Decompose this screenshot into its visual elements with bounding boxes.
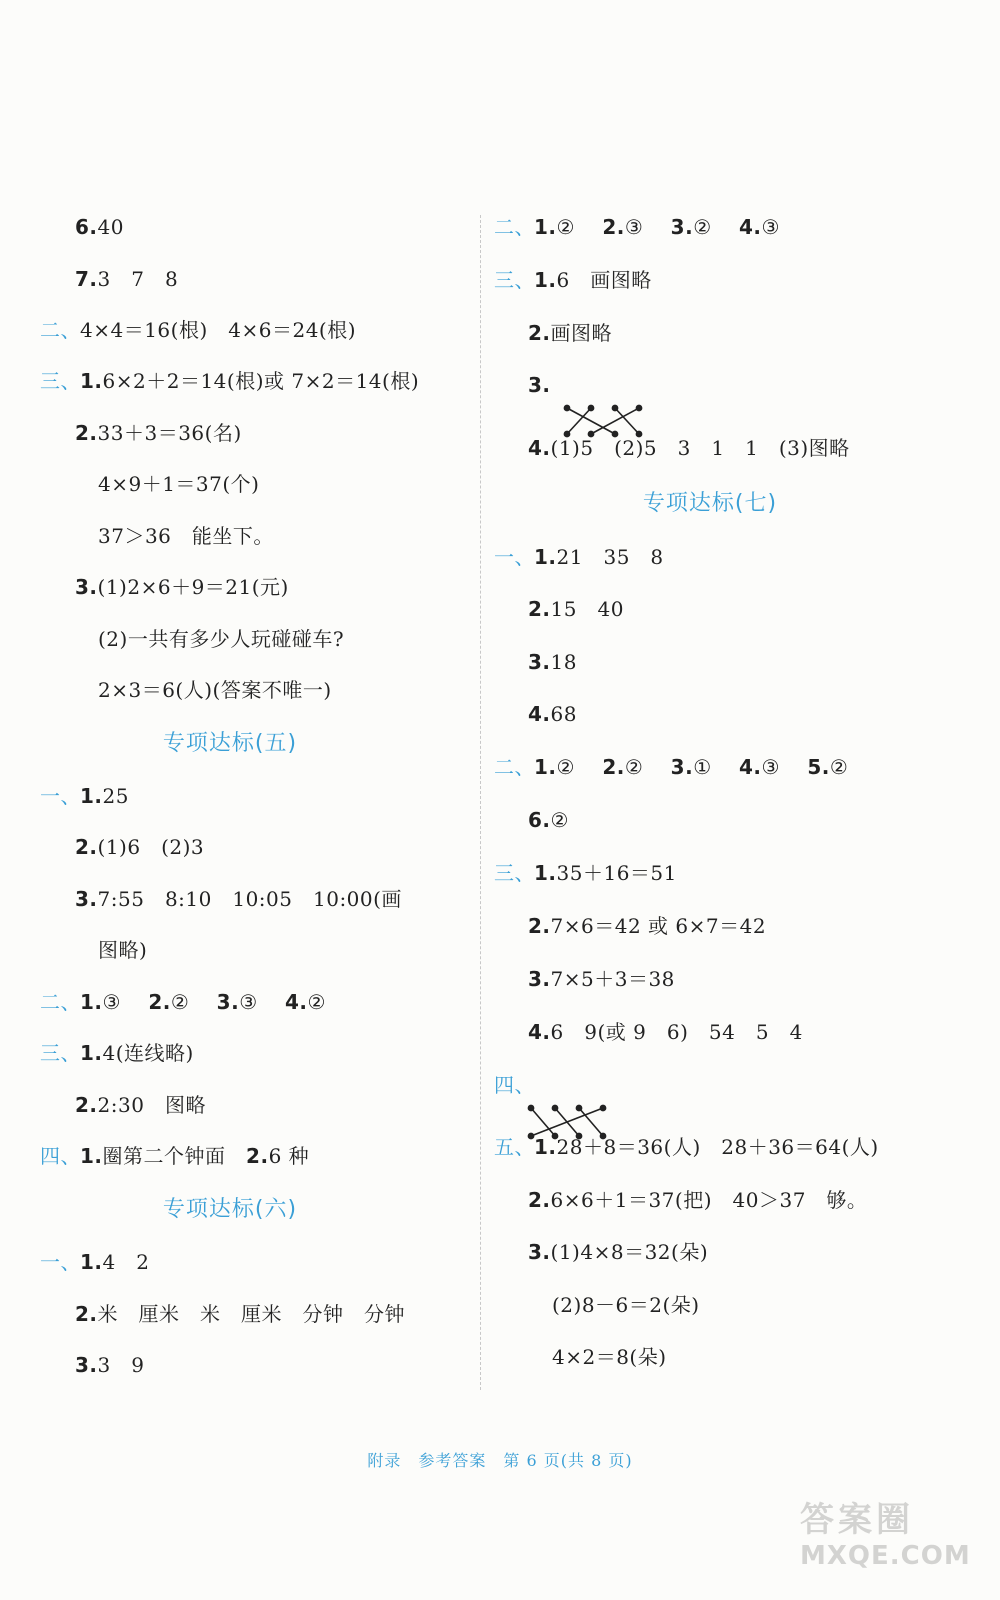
answer-line: 3 . (528, 368, 650, 402)
answer-line: 37＞36 能坐下。 (98, 524, 274, 548)
section-title-5: 专项达标(五) (162, 731, 298, 756)
answer-line: 7 . 3 7 8 (75, 262, 178, 296)
answer-line: 3 . (1)4×8＝32(朵) (528, 1235, 708, 1269)
answer-line: 一、1 . 21 35 8 (494, 540, 664, 574)
watermark-top: 答案圈 (800, 1500, 914, 1540)
answer-line: 五、1 . 28＋8＝36(人) 28＋36＝64(人) (494, 1130, 879, 1164)
answer-line: 4 . 68 (528, 697, 577, 731)
answer-line: (2)8－6＝2(朵) (552, 1293, 700, 1317)
answer-line: 6 . 40 (75, 210, 124, 244)
section-title-6: 专项达标(六) (162, 1197, 298, 1222)
answer-line: 一、1 . 4 2 (40, 1245, 149, 1279)
answer-line: 4×9＋1＝37(个) (98, 472, 260, 496)
answer-line: 3 . (1)2×6＋9＝21(元) (75, 570, 289, 604)
answer-line: 二、1 . ③ 2 . ② 3 . ③ 4 . ② (40, 985, 326, 1019)
answer-line: 三、1 . 4(连线略) (40, 1036, 194, 1070)
answer-line: 4×2＝8(朵) (552, 1345, 667, 1369)
answer-line: 一、1 . 25 (40, 779, 129, 813)
watermark-bottom: MXQE.COM (800, 1541, 971, 1571)
answer-line: 2 . 6×6＋1＝37(把) 40＞37 够。 (528, 1183, 867, 1217)
answer-line: 3 . 7×5＋3＝38 (528, 962, 675, 996)
answer-line: 3 . 3 9 (75, 1348, 144, 1382)
column-divider (480, 215, 481, 1390)
answer-line: 二、4×4＝16(根) 4×6＝24(根) (40, 318, 357, 342)
answer-line: 三、1 . 35＋16＝51 (494, 856, 677, 890)
answer-line: 图略) (98, 938, 148, 962)
answer-line: 3 . 18 (528, 645, 577, 679)
answer-line: 2 . 米 厘米 米 厘米 分钟 分钟 (75, 1297, 405, 1331)
answer-line: 2 . 2:30 图略 (75, 1088, 206, 1122)
answer-line: 二、1 . ② 2 . ③ 3 . ② 4 . ③ (494, 210, 780, 244)
answer-line: 6 . ② (528, 803, 569, 837)
answer-line: 二、1 . ② 2 . ② 3 . ① 4 . ③ 5 . ② (494, 750, 848, 784)
answer-line: 四、 (494, 1068, 631, 1118)
answer-line: 2 . (1)6 (2)3 (75, 830, 204, 864)
section-title-7: 专项达标(七) (642, 491, 778, 516)
watermark-logo (800, 1492, 980, 1592)
answer-line: 三、1 . 6 画图略 (494, 263, 652, 297)
answer-line: 2 . 33＋3＝36(名) (75, 416, 242, 450)
answer-line: 2 . 7×6＝42 或 6×7＝42 (528, 909, 766, 943)
answer-line: 三、1 . 6×2＋2＝14(根)或 7×2＝14(根) (40, 364, 419, 398)
answer-line: 4 . 6 9(或 9 6) 54 5 4 (528, 1015, 803, 1049)
answer-line: 4 . (1)5 (2)5 3 1 1 (3)图略 (528, 431, 850, 465)
answer-line: 2×3＝6(人)(答案不唯一) (98, 678, 332, 702)
answer-line: 2 . 15 40 (528, 592, 624, 626)
answer-line: (2)一共有多少人玩碰碰车? (98, 627, 345, 651)
answer-line: 3 . 7:55 8:10 10:05 10:00(画 (75, 882, 402, 916)
answer-line: 四、1 . 圈第二个钟面 2 . 6 种 (40, 1139, 309, 1173)
answer-line: 2 . 画图略 (528, 316, 612, 350)
page-footer: 附录 参考答案 第 6 页(共 8 页) (367, 1451, 633, 1470)
